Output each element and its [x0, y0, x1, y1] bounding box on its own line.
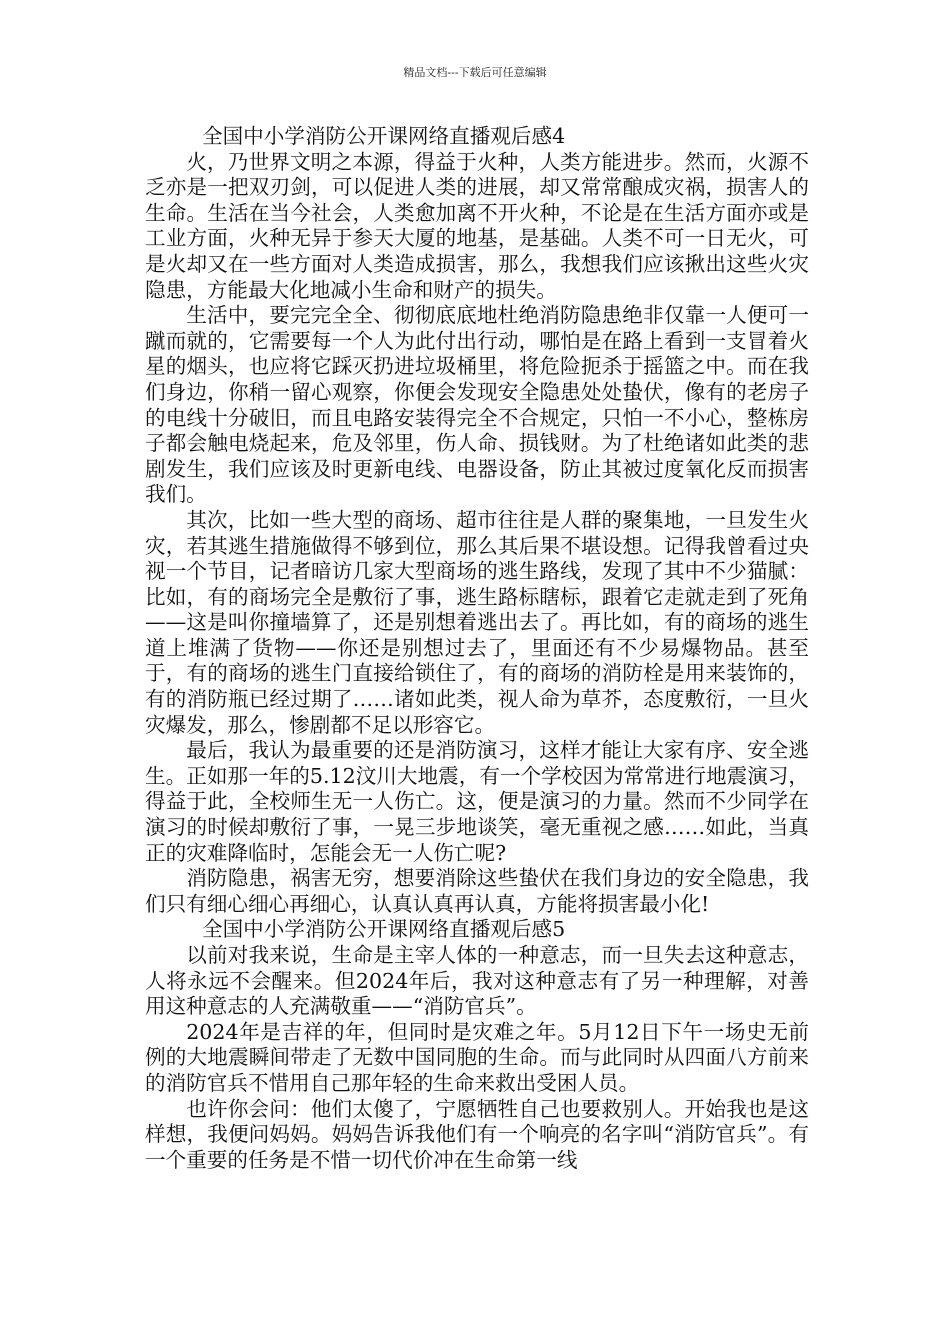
section-title-5: 全国中小学消防公开课网络直播观后感5 [202, 917, 566, 942]
paragraph: 生活中，要完完全全、彻彻底底地杜绝消防隐患绝非仅靠一人便可一蹴而就的，它需要每一个人为此付出行动，哪怕是在路上看到一支冒着火星的烟头，也应将它踩灭扔进垃圾桶里，将危险扼杀于摇篮之中。而在我们身边，你稍一留心观察，你便会发现安全隐患处处蛰伏，像有的老房子的电线十分破旧，而且电路安装得完全不合规定，只怕一不小心，整栋房子都会触电烧起来，危及邻里，伤人命、损钱财。为了杜绝诸如此类的悲剧发生，我们应该及时更新电线、电器设备，防止其被过度氧化反而损害我们。 [145, 303, 809, 507]
paragraph: 其次，比如一些大型的商场、超市往往是人群的聚集地，一旦发生火灾，若其逃生措施做得不够到位，那么其后果不堪设想。记得我曾看过央视一个节目，记者暗访几家大型商场的逃生路线，发现了其中不少猫腻：比如，有的商场完全是敷衍了事，逃生路标瞎标，跟着它走就走到了死角——这是叫你撞墙算了，还是别想着逃出去了。再比如，有的商场的逃生道上堆满了货物——你还是别想过去了，里面还有不少易爆物品。甚至于，有的商场的逃生门直接给锁住了，有的商场的消防栓是用来装饰的，有的消防瓶已经过期了……诸如此类，视人命为草芥，态度敷衍，一旦火灾爆发，那么，惨剧都不足以形容它。 [145, 507, 809, 737]
paragraph: 也许你会问：他们太傻了，宁愿牺牲自己也要救别人。开始我也是这样想，我便问妈妈。妈妈告诉我他们有一个响亮的名字叫“消防官兵”。有一个重要的任务是不惜一切代价冲在生命第一线 [145, 1096, 809, 1172]
paragraph: 最后，我认为最重要的还是消防演习，这样才能让大家有序、安全逃生。正如那一年的5.12汶川大地震，有一个学校因为常常进行地震演习，得益于此，全校师生无一人伤亡。这，便是演习的力量。然而不少同学在演习的时候却敷衍了事，一晃三步地谈笑，毫无重视之感……如此，当真正的灾难降临时，怎能会无一人伤亡呢? [145, 738, 809, 865]
section-title-4: 全国中小学消防公开课网络直播观后感4 [202, 124, 566, 148]
document-body [145, 124, 809, 1173]
page-header: 精品文档---下载后可任意编辑 [403, 66, 547, 79]
paragraph: 消防隐患，祸害无穷，想要消除这些蛰伏在我们身边的安全隐患，我们只有细心细心再细心，认真认真再认真，方能将损害最小化! [145, 866, 809, 916]
paragraph: 以前对我来说，生命是主宰人体的一种意志，而一旦失去这种意志，人将永远不会醒来。但2024年后，我对这种意志有了另一种理解，对善用这种意志的人充满敬重——“消防官兵”。 [145, 943, 809, 1019]
paragraph: 火，乃世界文明之本源，得益于火种，人类方能进步。然而，火源不乏亦是一把双刃剑，可以促进人类的进展，却又常常酿成灾祸，损害人的生命。生活在当今社会，人类愈加离不开火种，不论是在生活方面亦或是工业方面，火种无异于参天大厦的地基，是基础。人类不可一日无火，可是火却又在一些方面对人类造成损害，那么，我想我们应该揪出这些火灾隐患，方能最大化地减小生命和财产的损失。 [145, 149, 809, 302]
paragraph: 2024年是吉祥的年，但同时是灾难之年。5月12日下午一场史无前例的大地震瞬间带走了无数中国同胞的生命。而与此同时从四面八方前来的消防官兵不惜用自己那年轻的生命来救出受困人员。 [145, 1019, 809, 1095]
